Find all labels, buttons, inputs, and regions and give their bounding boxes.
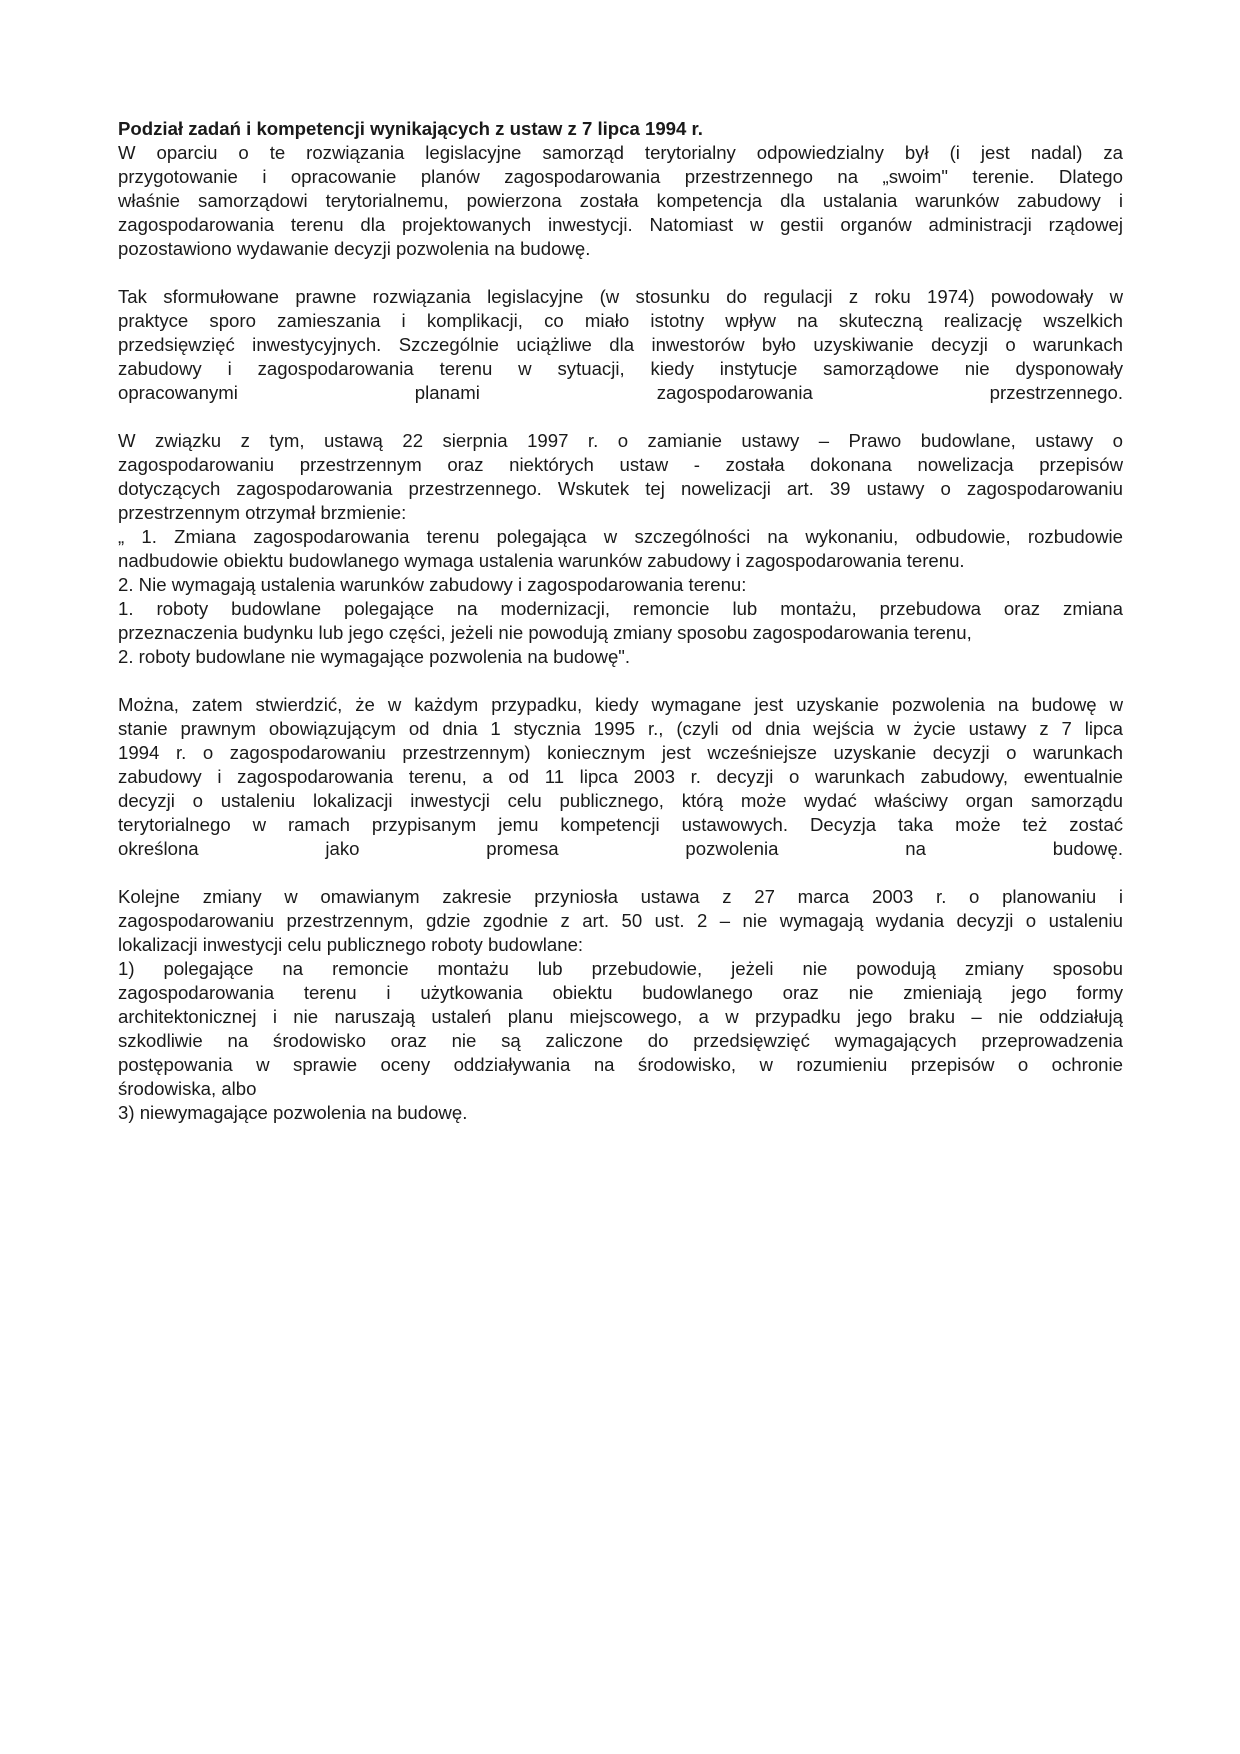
paragraph-line: zabudowy i zagospodarowania terenu w sytuacji, kiedy instytucje samorządowe nie dysponowały: [118, 358, 1123, 379]
paragraph-line: przestrzennym otrzymał brzmienie:: [118, 502, 407, 523]
paragraph-line: praktyce sporo zamieszania i komplikacji, co miało istotny wpływ na skuteczną realizację wszelkich: [118, 310, 1123, 331]
paragraph-line: właśnie samorządowi terytorialnemu, powierzona została kompetencja dla ustalania warunków zabudowy i: [118, 190, 1123, 211]
paragraph-line: szkodliwie na środowisko oraz nie są zaliczone do przedsięwzięć wymagających przeprowadzenia: [118, 1030, 1123, 1051]
paragraph-3: [118, 429, 1123, 669]
paragraph-line: określona jako promesa pozwolenia na budowę.: [118, 838, 1123, 859]
paragraph-gap: [118, 669, 1123, 693]
paragraph-line: lokalizacji inwestycji celu publicznego roboty budowlane:: [118, 934, 584, 955]
paragraph-line: 1994 r. o zagospodarowaniu przestrzennym) koniecznym jest wcześniejsze uzyskanie decyzji o warunkach: [118, 742, 1123, 763]
paragraph-2: [118, 285, 1123, 405]
paragraph-line: przedsięwzięć inwestycyjnych. Szczególnie uciążliwe dla inwestorów było uzyskiwanie decyzji o warunkach: [118, 334, 1123, 355]
paragraph-line: postępowania w sprawie oceny oddziaływania na środowisko, w rozumieniu przepisów o ochronie: [118, 1054, 1123, 1075]
paragraph-line: stanie prawnym obowiązującym od dnia 1 stycznia 1995 r., (czyli od dnia wejścia w życie ustawy z 7 lipca: [118, 718, 1123, 739]
paragraph-1: [118, 141, 1123, 261]
paragraph-line: zagospodarowaniu przestrzennym, gdzie zgodnie z art. 50 ust. 2 – nie wymagają wydania decyzji o ustaleniu: [118, 910, 1123, 931]
paragraph-line: przygotowanie i opracowanie planów zagospodarowania przestrzennego na „swoim" terenie. Dlatego: [118, 166, 1123, 187]
paragraph-line: terytorialnego w ramach przypisanym jemu kompetencji ustawowych. Decyzja taka może też zostać: [118, 814, 1123, 835]
paragraph-line: architektonicznej i nie naruszają ustaleń planu miejscowego, a w przypadku jego braku – nie oddziałują: [118, 1006, 1123, 1027]
paragraph-line: opracowanymi planami zagospodarowania przestrzennego.: [118, 382, 1123, 403]
paragraph-line: zabudowy i zagospodarowania terenu, a od 11 lipca 2003 r. decyzji o warunkach zabudowy, ewentualnie: [118, 766, 1123, 787]
paragraph-line: Tak sformułowane prawne rozwiązania legislacyjne (w stosunku do regulacji z roku 1974) powodowały w: [118, 286, 1123, 307]
paragraph-line: W oparciu o te rozwiązania legislacyjne samorząd terytorialny odpowiedzialny był (i jest nadal) za: [118, 142, 1123, 163]
paragraph-4: [118, 693, 1123, 861]
document-body: [118, 141, 1123, 1125]
paragraph-line: zagospodarowania terenu dla projektowanych inwestycji. Natomiast w gestii organów administracji rządowej: [118, 214, 1123, 235]
paragraph-line: decyzji o ustaleniu lokalizacji inwestycji celu publicznego, którą może wydać właściwy organ samorządu: [118, 790, 1123, 811]
paragraph-5: [118, 885, 1123, 1125]
paragraph-line: 1. roboty budowlane polegające na modernizacji, remoncie lub montażu, przebudowa oraz zmiana: [118, 598, 1123, 619]
document-page: [118, 117, 1123, 1125]
paragraph-line: 3) niewymagające pozwolenia na budowę.: [118, 1102, 468, 1123]
paragraph-line: „ 1. Zmiana zagospodarowania terenu polegająca w szczególności na wykonaniu, odbudowie, rozbudowie: [118, 526, 1123, 547]
paragraph-line: zagospodarowaniu przestrzennym oraz niektórych ustaw - została dokonana nowelizacja przepisów: [118, 454, 1123, 475]
paragraph-line: dotyczących zagospodarowania przestrzennego. Wskutek tej nowelizacji art. 39 ustawy o zagospodarowaniu: [118, 478, 1123, 499]
paragraph-line: 1) polegające na remoncie montażu lub przebudowie, jeżeli nie powodują zmiany sposobu: [118, 958, 1123, 979]
paragraph-line: środowiska, albo: [118, 1078, 257, 1099]
paragraph-line: 2. roboty budowlane nie wymagające pozwolenia na budowę".: [118, 646, 631, 667]
paragraph-line: zagospodarowania terenu i użytkowania obiektu budowlanego oraz nie zmieniają jego formy: [118, 982, 1123, 1003]
paragraph-gap: [118, 261, 1123, 285]
paragraph-line: W związku z tym, ustawą 22 sierpnia 1997 r. o zamianie ustawy – Prawo budowlane, ustawy o: [118, 430, 1123, 451]
paragraph-line: Kolejne zmiany w omawianym zakresie przyniosła ustawa z 27 marca 2003 r. o planowaniu i: [118, 886, 1123, 907]
paragraph-gap: [118, 405, 1123, 429]
paragraph-line: pozostawiono wydawanie decyzji pozwolenia na budowę.: [118, 238, 591, 259]
paragraph-gap: [118, 861, 1123, 885]
paragraph-line: nadbudowie obiektu budowlanego wymaga ustalenia warunków zabudowy i zagospodarowania terenu.: [118, 550, 965, 571]
document-title: Podział zadań i kompetencji wynikających z ustaw z 7 lipca 1994 r.: [118, 118, 703, 139]
paragraph-line: przeznaczenia budynku lub jego części, jeżeli nie powodują zmiany sposobu zagospodarowania terenu,: [118, 622, 972, 643]
paragraph-line: Można, zatem stwierdzić, że w każdym przypadku, kiedy wymagane jest uzyskanie pozwolenia na budowę w: [118, 694, 1123, 715]
paragraph-line: 2. Nie wymagają ustalenia warunków zabudowy i zagospodarowania terenu:: [118, 574, 747, 595]
